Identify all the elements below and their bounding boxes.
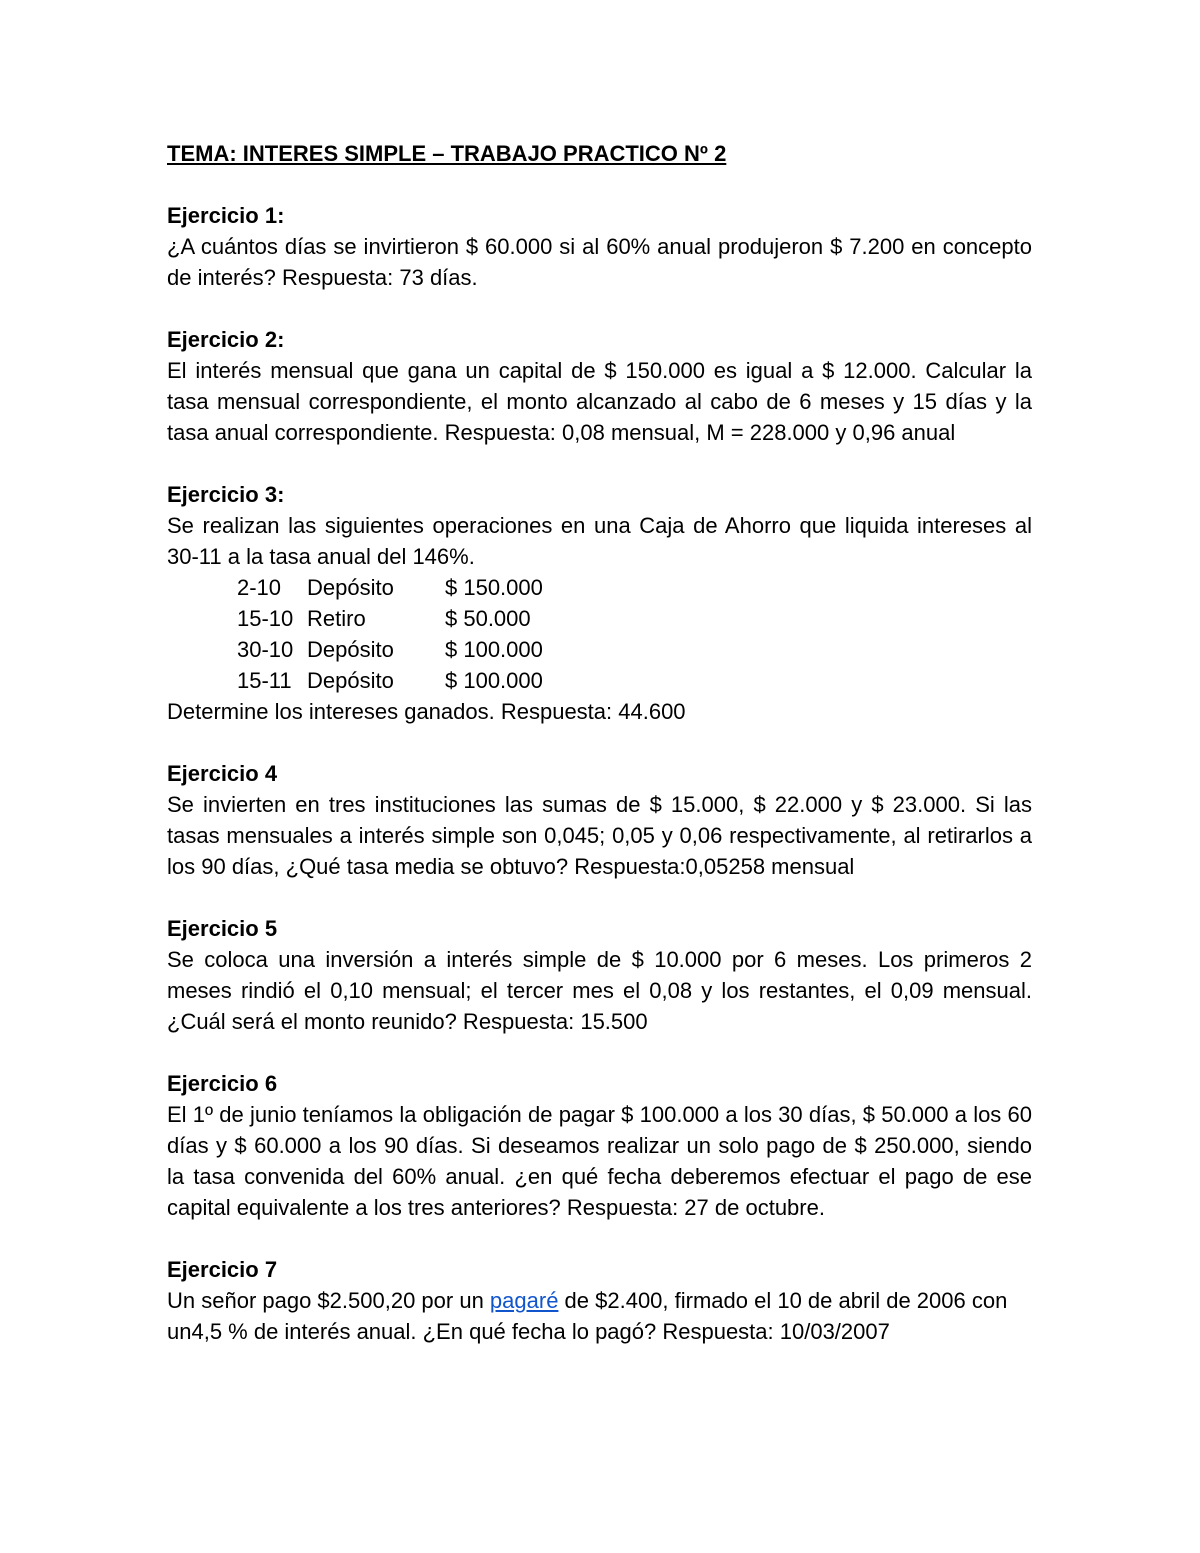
- exercise-closing-text: Determine los intereses ganados. Respuesta: 44.600: [167, 699, 686, 724]
- exercise-text-before-link: Un señor pago $2.500,20 por un: [167, 1288, 490, 1313]
- operation-amount: $ 150.000: [445, 575, 543, 600]
- operation-date: 15-10: [237, 606, 294, 631]
- exercise-heading: Ejercicio 5: [167, 916, 278, 941]
- document-page: [167, 138, 1032, 1347]
- exercise-heading: Ejercicio 3:: [167, 482, 285, 507]
- pagare-link[interactable]: pagaré: [489, 1288, 559, 1313]
- operation-type: Retiro: [307, 606, 366, 631]
- operations-list: [167, 572, 1032, 696]
- exercise-4: [167, 758, 1032, 882]
- exercise-heading: Ejercicio 6: [167, 1071, 278, 1096]
- exercise-text: [167, 1285, 1032, 1347]
- exercise-3: [167, 479, 1032, 727]
- exercise-text: El interés mensual que gana un capital de $ 150.000 es igual a $ 12.000. Calcular la tasa mensual correspondiente, el monto alcanzado al cabo de 6 meses y 15 días y la tasa anual correspondiente. Respuesta: 0,08 mensual, M = 228.000 y 0,96 anual: [167, 358, 1032, 445]
- exercise-2: [167, 324, 1032, 448]
- exercise-text: ¿A cuántos días se invirtieron $ 60.000 si al 60% anual produjeron $ 7.200 en concepto de interés? Respuesta: 73 días.: [167, 234, 1032, 290]
- operation-row: [237, 603, 1032, 634]
- operation-type: Depósito: [307, 575, 394, 600]
- exercise-text-after-link: de $2.400, firmado el 10 de abril de 2006 con un4,5 % de interés anual. ¿En qué fecha lo pagó? Respuesta: 10/03/2007: [167, 1288, 1008, 1344]
- exercise-heading: Ejercicio 2:: [167, 327, 285, 352]
- operation-row: [237, 665, 1032, 696]
- operation-date: 2-10: [237, 575, 282, 600]
- exercise-7: [167, 1254, 1032, 1347]
- operation-amount: $ 100.000: [445, 668, 543, 693]
- exercise-text: Se realizan las siguientes operaciones en una Caja de Ahorro que liquida intereses al 30-11 a la tasa anual del 146%.: [167, 513, 1032, 569]
- operation-date: 30-10: [237, 637, 294, 662]
- operation-amount: $ 50.000: [445, 606, 531, 631]
- exercise-text: El 1º de junio teníamos la obligación de pagar $ 100.000 a los 30 días, $ 50.000 a los 60 días y $ 60.000 a los 90 días. Si deseamos realizar un solo pago de $ 250.000, siendo la tasa convenida del 60% anual. ¿en qué fecha deberemos efectuar el pago de ese capital equivalente a los tres anteriores? Respuesta: 27 de octubre.: [167, 1102, 1032, 1220]
- exercise-5: [167, 913, 1032, 1037]
- operation-amount: $ 100.000: [445, 637, 543, 662]
- exercise-heading: Ejercicio 1:: [167, 203, 285, 228]
- operation-row: [237, 572, 1032, 603]
- operation-type: Depósito: [307, 637, 394, 662]
- exercise-text: Se invierten en tres instituciones las sumas de $ 15.000, $ 22.000 y $ 23.000. Si las tasas mensuales a interés simple son 0,045; 0,05 y 0,06 respectivamente, al retirarlos a los 90 días, ¿Qué tasa media se obtuvo? Respuesta:0,05258 mensual: [167, 792, 1032, 879]
- exercise-text: Se coloca una inversión a interés simple de $ 10.000 por 6 meses. Los primeros 2 meses rindió el 0,10 mensual; el tercer mes el 0,08 y los restantes, el 0,09 mensual. ¿Cuál será el monto reunido? Respuesta: 15.500: [167, 947, 1032, 1034]
- document-title: TEMA: INTERES SIMPLE – TRABAJO PRACTICO Nº 2: [167, 141, 727, 166]
- operation-type: Depósito: [307, 668, 394, 693]
- operation-date: 15-11: [237, 668, 292, 693]
- exercise-6: [167, 1068, 1032, 1223]
- exercise-heading: Ejercicio 4: [167, 761, 278, 786]
- exercise-heading: Ejercicio 7: [167, 1257, 278, 1282]
- exercise-1: [167, 200, 1032, 293]
- operation-row: [237, 634, 1032, 665]
